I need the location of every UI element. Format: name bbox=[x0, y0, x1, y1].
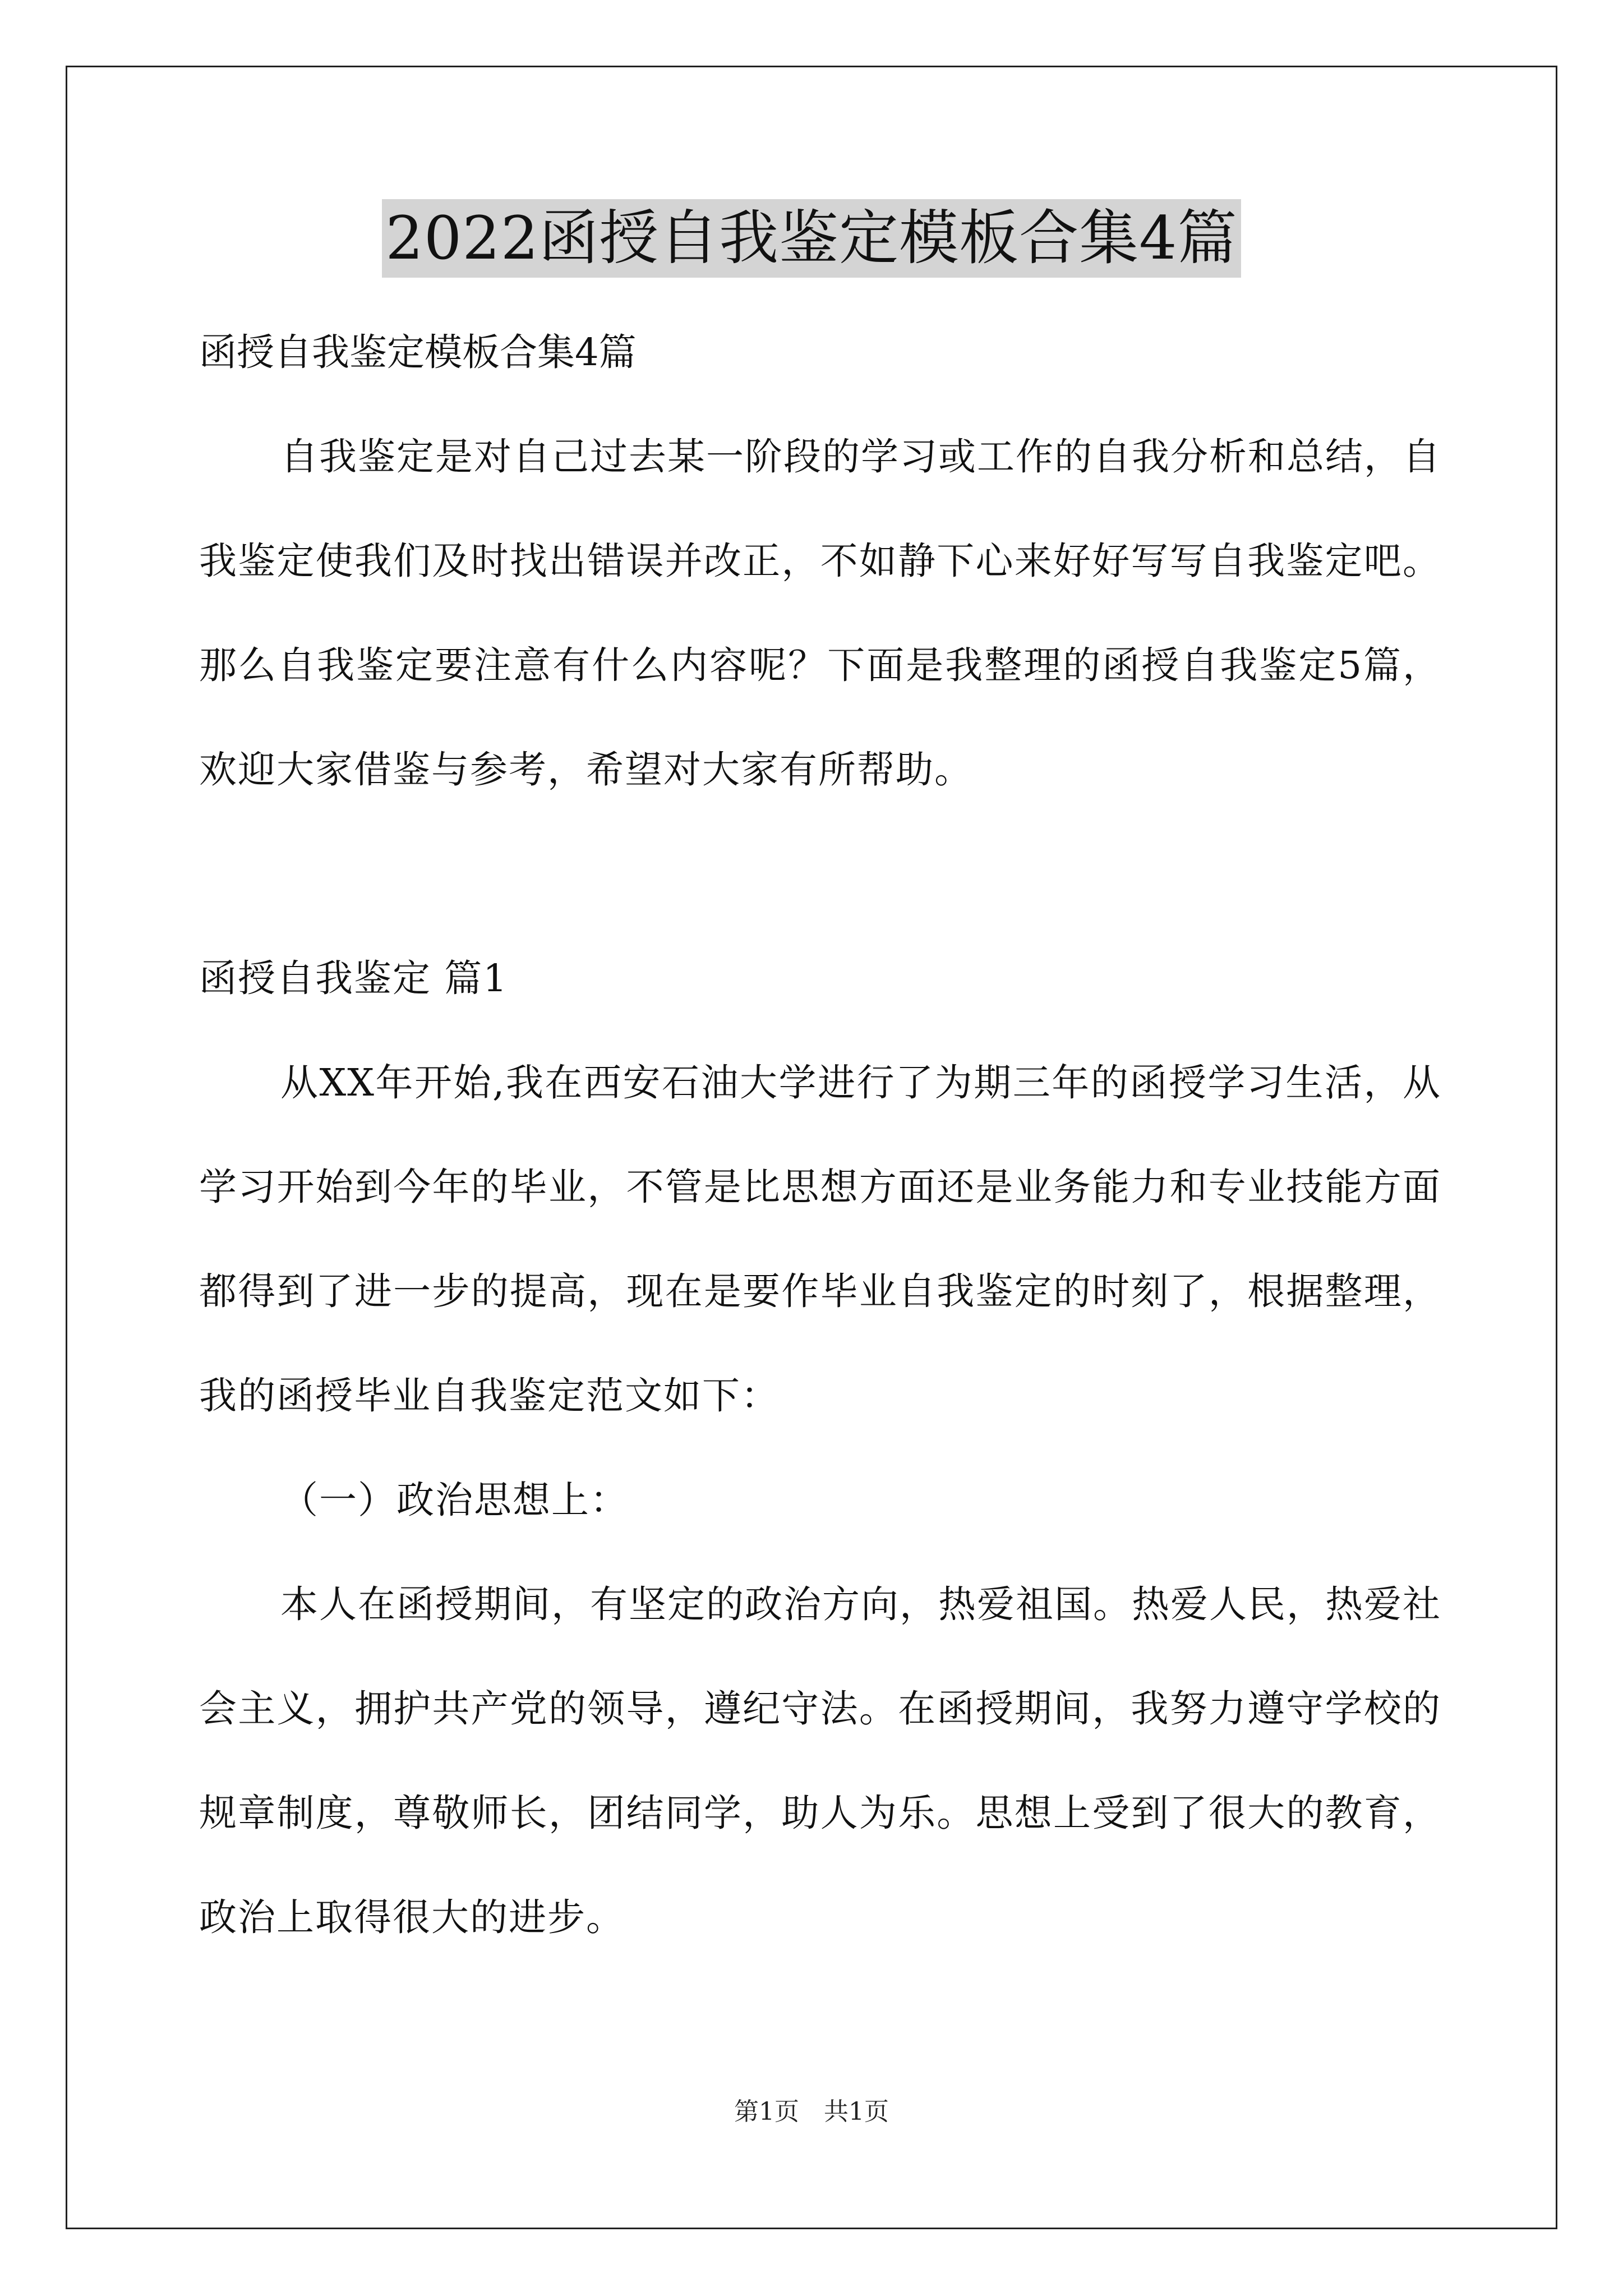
section-1-subheading: （一）政治思想上： bbox=[280, 1478, 629, 1522]
section-1-paragraph-2: 本人在函授期间，有坚定的政治方向，热爱祖国。热爱人民，热爱社会主义，拥护共产党的领导，遵纪守法。在函授期间，我努力遵守学校的规章制度，尊敬师长，团结同学，助人为乐。思想上受到了很大的教育，政治上取得很大的进步。 bbox=[199, 1582, 1441, 1939]
section-gap bbox=[199, 822, 1441, 926]
page-footer bbox=[0, 2095, 1623, 2129]
document-subtitle: 函授自我鉴定模板合集4篇 bbox=[199, 330, 637, 374]
section-1-paragraph-1: 从XX年开始,我在西安石油大学进行了为期三年的函授学习生活，从学习开始到今年的毕业，不管是比思想方面还是业务能力和专业技能方面都得到了进一步的提高，现在是要作毕业自我鉴定的时刻了，根据整理，我的函授毕业自我鉴定范文如下： bbox=[199, 1061, 1441, 1418]
title-container bbox=[0, 199, 1623, 278]
page-number: 第1页 共1页 bbox=[734, 2097, 889, 2126]
intro-paragraph: 自我鉴定是对自己过去某一阶段的学习或工作的自我分析和总结，自我鉴定使我们及时找出错误并改正，不如静下心来好好写写自我鉴定吧。那么自我鉴定要注意有什么内容呢？下面是我整理的函授自我鉴定5篇，欢迎大家借鉴与参考，希望对大家有所帮助。 bbox=[199, 435, 1441, 792]
document-body bbox=[199, 300, 1441, 1970]
section-1-heading: 函授自我鉴定 篇1 bbox=[199, 956, 508, 1000]
document-title: 2022函授自我鉴定模板合集4篇 bbox=[382, 199, 1241, 278]
